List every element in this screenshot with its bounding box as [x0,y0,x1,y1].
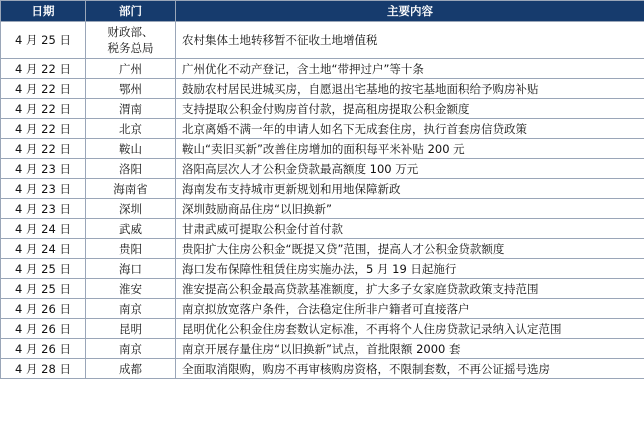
cell-content: 海南发布支持城市更新规划和用地保障新政 [176,179,644,199]
cell-content: 北京离婚不满一年的申请人如名下无成套住房，执行首套房信贷政策 [176,119,644,139]
table-row [1,139,644,159]
table-row [1,159,644,179]
cell-date: 4 月 22 日 [1,119,86,139]
table-row [1,299,644,319]
cell-dept: 成都 [86,359,176,379]
cell-date: 4 月 23 日 [1,159,86,179]
cell-dept: 南京 [86,299,176,319]
cell-dept: 广州 [86,59,176,79]
cell-content: 支持提取公积金付购房首付款，提高租房提取公积金额度 [176,99,644,119]
cell-date: 4 月 26 日 [1,339,86,359]
cell-dept: 海南省 [86,179,176,199]
table-row [1,219,644,239]
table-row [1,319,644,339]
cell-dept: 鄂州 [86,79,176,99]
cell-date: 4 月 22 日 [1,99,86,119]
header-row [1,1,644,22]
cell-dept: 财政部、 税务总局 [86,22,176,59]
table-row [1,179,644,199]
cell-date: 4 月 25 日 [1,259,86,279]
cell-date: 4 月 22 日 [1,59,86,79]
cell-content: 贵阳扩大住房公积金“既提又贷”范围，提高人才公积金贷款额度 [176,239,644,259]
cell-dept: 深圳 [86,199,176,219]
table-row [1,239,644,259]
cell-dept: 贵阳 [86,239,176,259]
cell-date: 4 月 26 日 [1,319,86,339]
table-body [1,22,644,379]
cell-content: 南京开展存量住房“以旧换新”试点，首批限额 2000 套 [176,339,644,359]
table-row [1,119,644,139]
table-row [1,259,644,279]
table-row [1,339,644,359]
cell-date: 4 月 24 日 [1,219,86,239]
cell-content: 鼓励农村居民进城买房，自愿退出宅基地的按宅基地面积给予购房补贴 [176,79,644,99]
cell-content: 南京拟放宽落户条件，合法稳定住所非户籍者可直接落户 [176,299,644,319]
cell-date: 4 月 25 日 [1,22,86,59]
header-date: 日期 [1,1,86,22]
cell-content: 农村集体土地转移暂不征收土地增值税 [176,22,644,59]
cell-content: 洛阳高层次人才公积金贷款最高额度 100 万元 [176,159,644,179]
cell-date: 4 月 25 日 [1,279,86,299]
cell-content: 鞍山“卖旧买新”改善住房增加的面积每平米补贴 200 元 [176,139,644,159]
table-row [1,79,644,99]
cell-date: 4 月 23 日 [1,199,86,219]
cell-content: 广州优化不动产登记，含土地“带押过户”等十条 [176,59,644,79]
header-dept: 部门 [86,1,176,22]
table-row [1,279,644,299]
cell-content: 全面取消限购，购房不再审核购房资格，不限制套数，不再公证摇号选房 [176,359,644,379]
cell-date: 4 月 28 日 [1,359,86,379]
cell-dept: 渭南 [86,99,176,119]
cell-dept: 洛阳 [86,159,176,179]
table-row [1,359,644,379]
table-row [1,59,644,79]
cell-dept: 海口 [86,259,176,279]
table-row [1,199,644,219]
cell-content: 深圳鼓励商品住房“以旧换新” [176,199,644,219]
cell-dept: 昆明 [86,319,176,339]
header-content: 主要内容 [176,1,644,22]
table-row [1,99,644,119]
cell-dept: 北京 [86,119,176,139]
cell-date: 4 月 24 日 [1,239,86,259]
cell-content: 甘肃武威可提取公积金付首付款 [176,219,644,239]
cell-dept: 南京 [86,339,176,359]
cell-date: 4 月 23 日 [1,179,86,199]
cell-content: 昆明优化公积金住房套数认定标准，不再将个人住房贷款记录纳入认定范围 [176,319,644,339]
cell-content: 淮安提高公积金最高贷款基准额度，扩大多子女家庭贷款政策支持范围 [176,279,644,299]
cell-dept: 武威 [86,219,176,239]
table-row [1,22,644,59]
cell-date: 4 月 22 日 [1,79,86,99]
cell-dept: 鞍山 [86,139,176,159]
cell-date: 4 月 22 日 [1,139,86,159]
cell-date: 4 月 26 日 [1,299,86,319]
cell-content: 海口发布保障性租赁住房实施办法，5 月 19 日起施行 [176,259,644,279]
cell-dept: 淮安 [86,279,176,299]
